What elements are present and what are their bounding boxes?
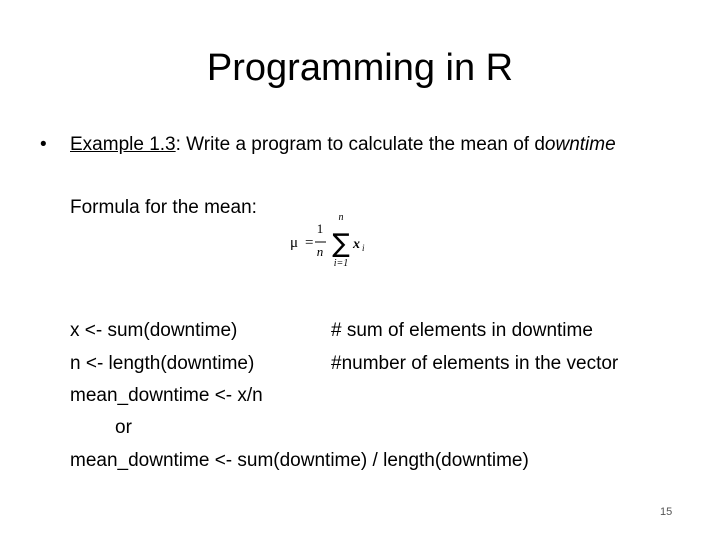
formula-numerator: 1: [316, 221, 324, 236]
code-line-1: x <- sum(downtime): [70, 320, 238, 341]
code-comment-2: #number of elements in the vector: [331, 353, 619, 374]
mean-formula: [285, 208, 375, 270]
formula-term: x: [353, 237, 360, 252]
formula-lower-limit: i=1: [333, 258, 349, 269]
example-text: Write a program to calculate the mean of d: [180, 134, 545, 155]
code-comment-1: # sum of elements in downtime: [331, 320, 593, 341]
code-line-3: mean_downtime <- x/n: [70, 385, 263, 406]
example-colon: :: [175, 134, 181, 155]
example-label: Example 1.3: [70, 134, 176, 155]
formula-upper-limit: n: [338, 212, 344, 223]
formula-sum-symbol: ∑: [332, 229, 350, 259]
formula-denominator: n: [316, 244, 324, 259]
formula-subscript: i: [362, 243, 365, 253]
code-or: or: [115, 417, 132, 438]
formula-label: Formula for the mean:: [70, 197, 257, 218]
code-line-4: mean_downtime <- sum(downtime) / length(downtime): [70, 450, 529, 471]
bullet-marker: •: [40, 134, 47, 155]
example-bullet: [40, 132, 616, 158]
formula-equals: =: [305, 235, 314, 251]
page-number: 15: [660, 506, 673, 518]
code-line-2: n <- length(downtime): [70, 353, 255, 374]
slide-title: Programming in R: [206, 47, 514, 89]
formula-mu: μ: [290, 235, 299, 251]
example-text-italic: owntime: [544, 134, 616, 155]
